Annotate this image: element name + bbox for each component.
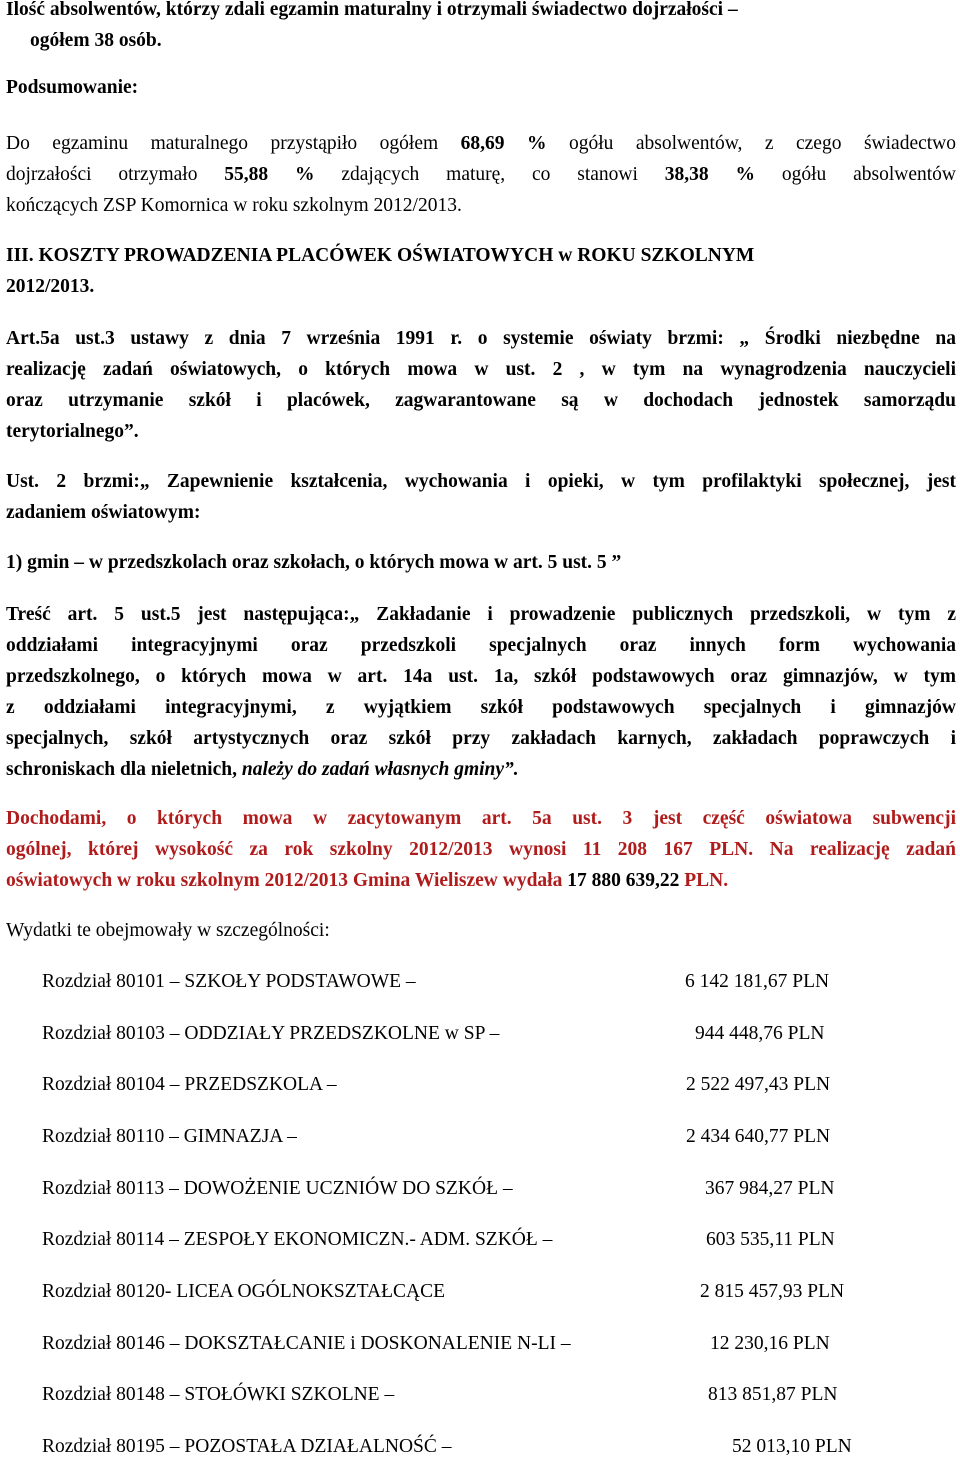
ust2-line-2: zadaniem oświatowym: xyxy=(6,502,201,523)
expense-amount: 2 522 497,43 PLN xyxy=(686,1074,831,1095)
summary-line-1 xyxy=(6,128,956,159)
expense-amount: 52 013,10 PLN xyxy=(732,1436,852,1457)
expense-label: Rozdział 80104 – PRZEDSZKOLA – xyxy=(42,1074,337,1095)
intro-line-1: Ilość absolwentów, którzy zdali egzamin maturalny i otrzymali świadectwo dojrzałości – xyxy=(6,0,738,20)
section-3-heading-line-1: III. KOSZTY PROWADZENIA PLACÓWEK OŚWIATOWYCH w ROKU SZKOLNYM xyxy=(6,245,755,266)
income-line-2: ogólnej, której wysokość za rok szkolny 2012/2013 wynosi 11 208 167 PLN. Na realizację zadań xyxy=(6,839,956,860)
summary-text: Do egzaminu maturalnego przystąpiło ogółem xyxy=(6,133,461,154)
summary-text: dojrzałości otrzymało xyxy=(6,164,225,185)
expense-label: Rozdział 80103 – ODDZIAŁY PRZEDSZKOLNE w SP – xyxy=(42,1023,500,1044)
expense-label: Rozdział 80120- LICEA OGÓLNOKSZTAŁCĄCE xyxy=(42,1281,446,1302)
art5ust5-line-5: specjalnych, szkół artystycznych oraz szkół przy zakładach karnych, zakładach poprawczych i xyxy=(6,728,956,749)
expense-label: Rozdział 80113 – DOWOŻENIE UCZNIÓW DO SZKÓŁ – xyxy=(42,1178,513,1199)
art5ust5-line-2: oddziałami integracyjnymi oraz przedszkoli specjalnych oraz innych form wychowania xyxy=(6,635,956,656)
summary-text: ogółu absolwentów, z czego świadectwo xyxy=(546,133,956,154)
expense-label: Rozdział 80195 – POZOSTAŁA DZIAŁALNOŚĆ – xyxy=(42,1436,452,1457)
expense-amount: 603 535,11 PLN xyxy=(706,1229,835,1250)
section-3-heading xyxy=(6,240,956,302)
expense-row xyxy=(42,1224,922,1255)
summary-line-3: kończących ZSP Komornica w roku szkolnym 2012/2013. xyxy=(6,195,462,216)
expense-row xyxy=(42,1018,922,1049)
art5ust5-line-4: z oddziałami integracyjnymi, z wyjątkiem szkół podstawowych specjalnych i gimnazjów xyxy=(6,697,956,718)
summary-line-2 xyxy=(6,159,956,190)
intro-paragraph xyxy=(6,0,956,56)
art5ust5-italic-quote: należy do zadań własnych gminy”. xyxy=(241,759,519,780)
income-paragraph xyxy=(6,803,956,896)
income-line-3 xyxy=(6,865,956,896)
summary-text: zdających maturę, co stanowi xyxy=(314,164,665,185)
art5a-line-4: terytorialnego”. xyxy=(6,421,139,442)
summary-percent-total: 38,38 % xyxy=(664,164,755,185)
income-line-1: Dochodami, o których mowa w zacytowanym art. 5a ust. 3 jest część oświatowa subwencji xyxy=(6,808,956,829)
expense-amount: 12 230,16 PLN xyxy=(710,1333,830,1354)
expense-label: Rozdział 80110 – GIMNAZJA – xyxy=(42,1126,297,1147)
art5ust5-line-1: Treść art. 5 ust.5 jest następująca:„ Zakładanie i prowadzenie publicznych przedszkoli, w tym z xyxy=(6,604,956,625)
expense-amount: 2 434 640,77 PLN xyxy=(686,1126,831,1147)
income-currency: PLN. xyxy=(679,870,729,891)
expense-row xyxy=(42,1379,922,1410)
summary-percent-exam: 68,69 % xyxy=(460,133,547,154)
expense-row xyxy=(42,1276,922,1307)
ust2-paragraph xyxy=(6,466,956,528)
art5a-line-2: realizację zadań oświatowych, o których mowa w ust. 2 , w tym na wynagrodzenia nauczycieli xyxy=(6,359,956,380)
income-text: oświatowych w roku szkolnym 2012/2013 Gmina Wieliszew wydała xyxy=(6,870,568,891)
intro-line-2: ogółem 38 osób. xyxy=(30,30,162,51)
expense-row xyxy=(42,1069,922,1100)
expense-row xyxy=(42,1328,922,1359)
expense-label: Rozdział 80148 – STOŁÓWKI SZKOLNE – xyxy=(42,1384,395,1405)
expense-amount: 944 448,76 PLN xyxy=(695,1023,825,1044)
expense-amount: 2 815 457,93 PLN xyxy=(700,1281,845,1302)
income-total-amount: 17 880 639,22 xyxy=(567,870,680,891)
art5ust5-line-3: przedszkolnego, o których mowa w art. 14a ust. 1a, szkół podstawowych oraz gimnazjów, w tym xyxy=(6,666,956,687)
expense-row xyxy=(42,1121,922,1152)
expenses-intro: Wydatki te obejmowały w szczególności: xyxy=(6,920,330,941)
section-3-heading-line-2: 2012/2013. xyxy=(6,276,95,297)
expense-label: Rozdział 80101 – SZKOŁY PODSTAWOWE – xyxy=(42,971,416,992)
ust2-line-1: Ust. 2 brzmi:„ Zapewnienie kształcenia, wychowania i opieki, w tym profilaktyki społecznej, jest xyxy=(6,471,956,492)
expense-row xyxy=(42,966,922,997)
summary-text: ogółu absolwentów xyxy=(754,164,956,185)
art5ust5-text: schroniskach dla nieletnich, xyxy=(6,759,242,780)
art5a-line-1: Art.5a ust.3 ustawy z dnia 7 września 1991 r. o systemie oświaty brzmi: „ Środki niezbędne na xyxy=(6,328,956,349)
expense-label: Rozdział 80146 – DOKSZTAŁCANIE i DOSKONALENIE N-LI – xyxy=(42,1333,571,1354)
ust2-item-1: 1) gmin – w przedszkolach oraz szkołach, o których mowa w art. 5 ust. 5 ” xyxy=(6,552,622,573)
summary-percent-passed: 55,88 % xyxy=(224,164,315,185)
art5ust5-line-6 xyxy=(6,754,956,785)
expense-amount: 6 142 181,67 PLN xyxy=(685,971,830,992)
summary-paragraph xyxy=(6,128,956,221)
art5ust5-paragraph xyxy=(6,599,956,785)
art5a-paragraph xyxy=(6,323,956,447)
expense-row xyxy=(42,1431,922,1462)
expense-row xyxy=(42,1173,922,1204)
expense-label: Rozdział 80114 – ZESPOŁY EKONOMICZN.- ADM. SZKÓŁ – xyxy=(42,1229,553,1250)
art5a-line-3: oraz utrzymanie szkół i placówek, zagwarantowane są w dochodach jednostek samorządu xyxy=(6,390,956,411)
expense-amount: 367 984,27 PLN xyxy=(705,1178,835,1199)
summary-heading: Podsumowanie: xyxy=(6,77,139,98)
expense-amount: 813 851,87 PLN xyxy=(708,1384,838,1405)
